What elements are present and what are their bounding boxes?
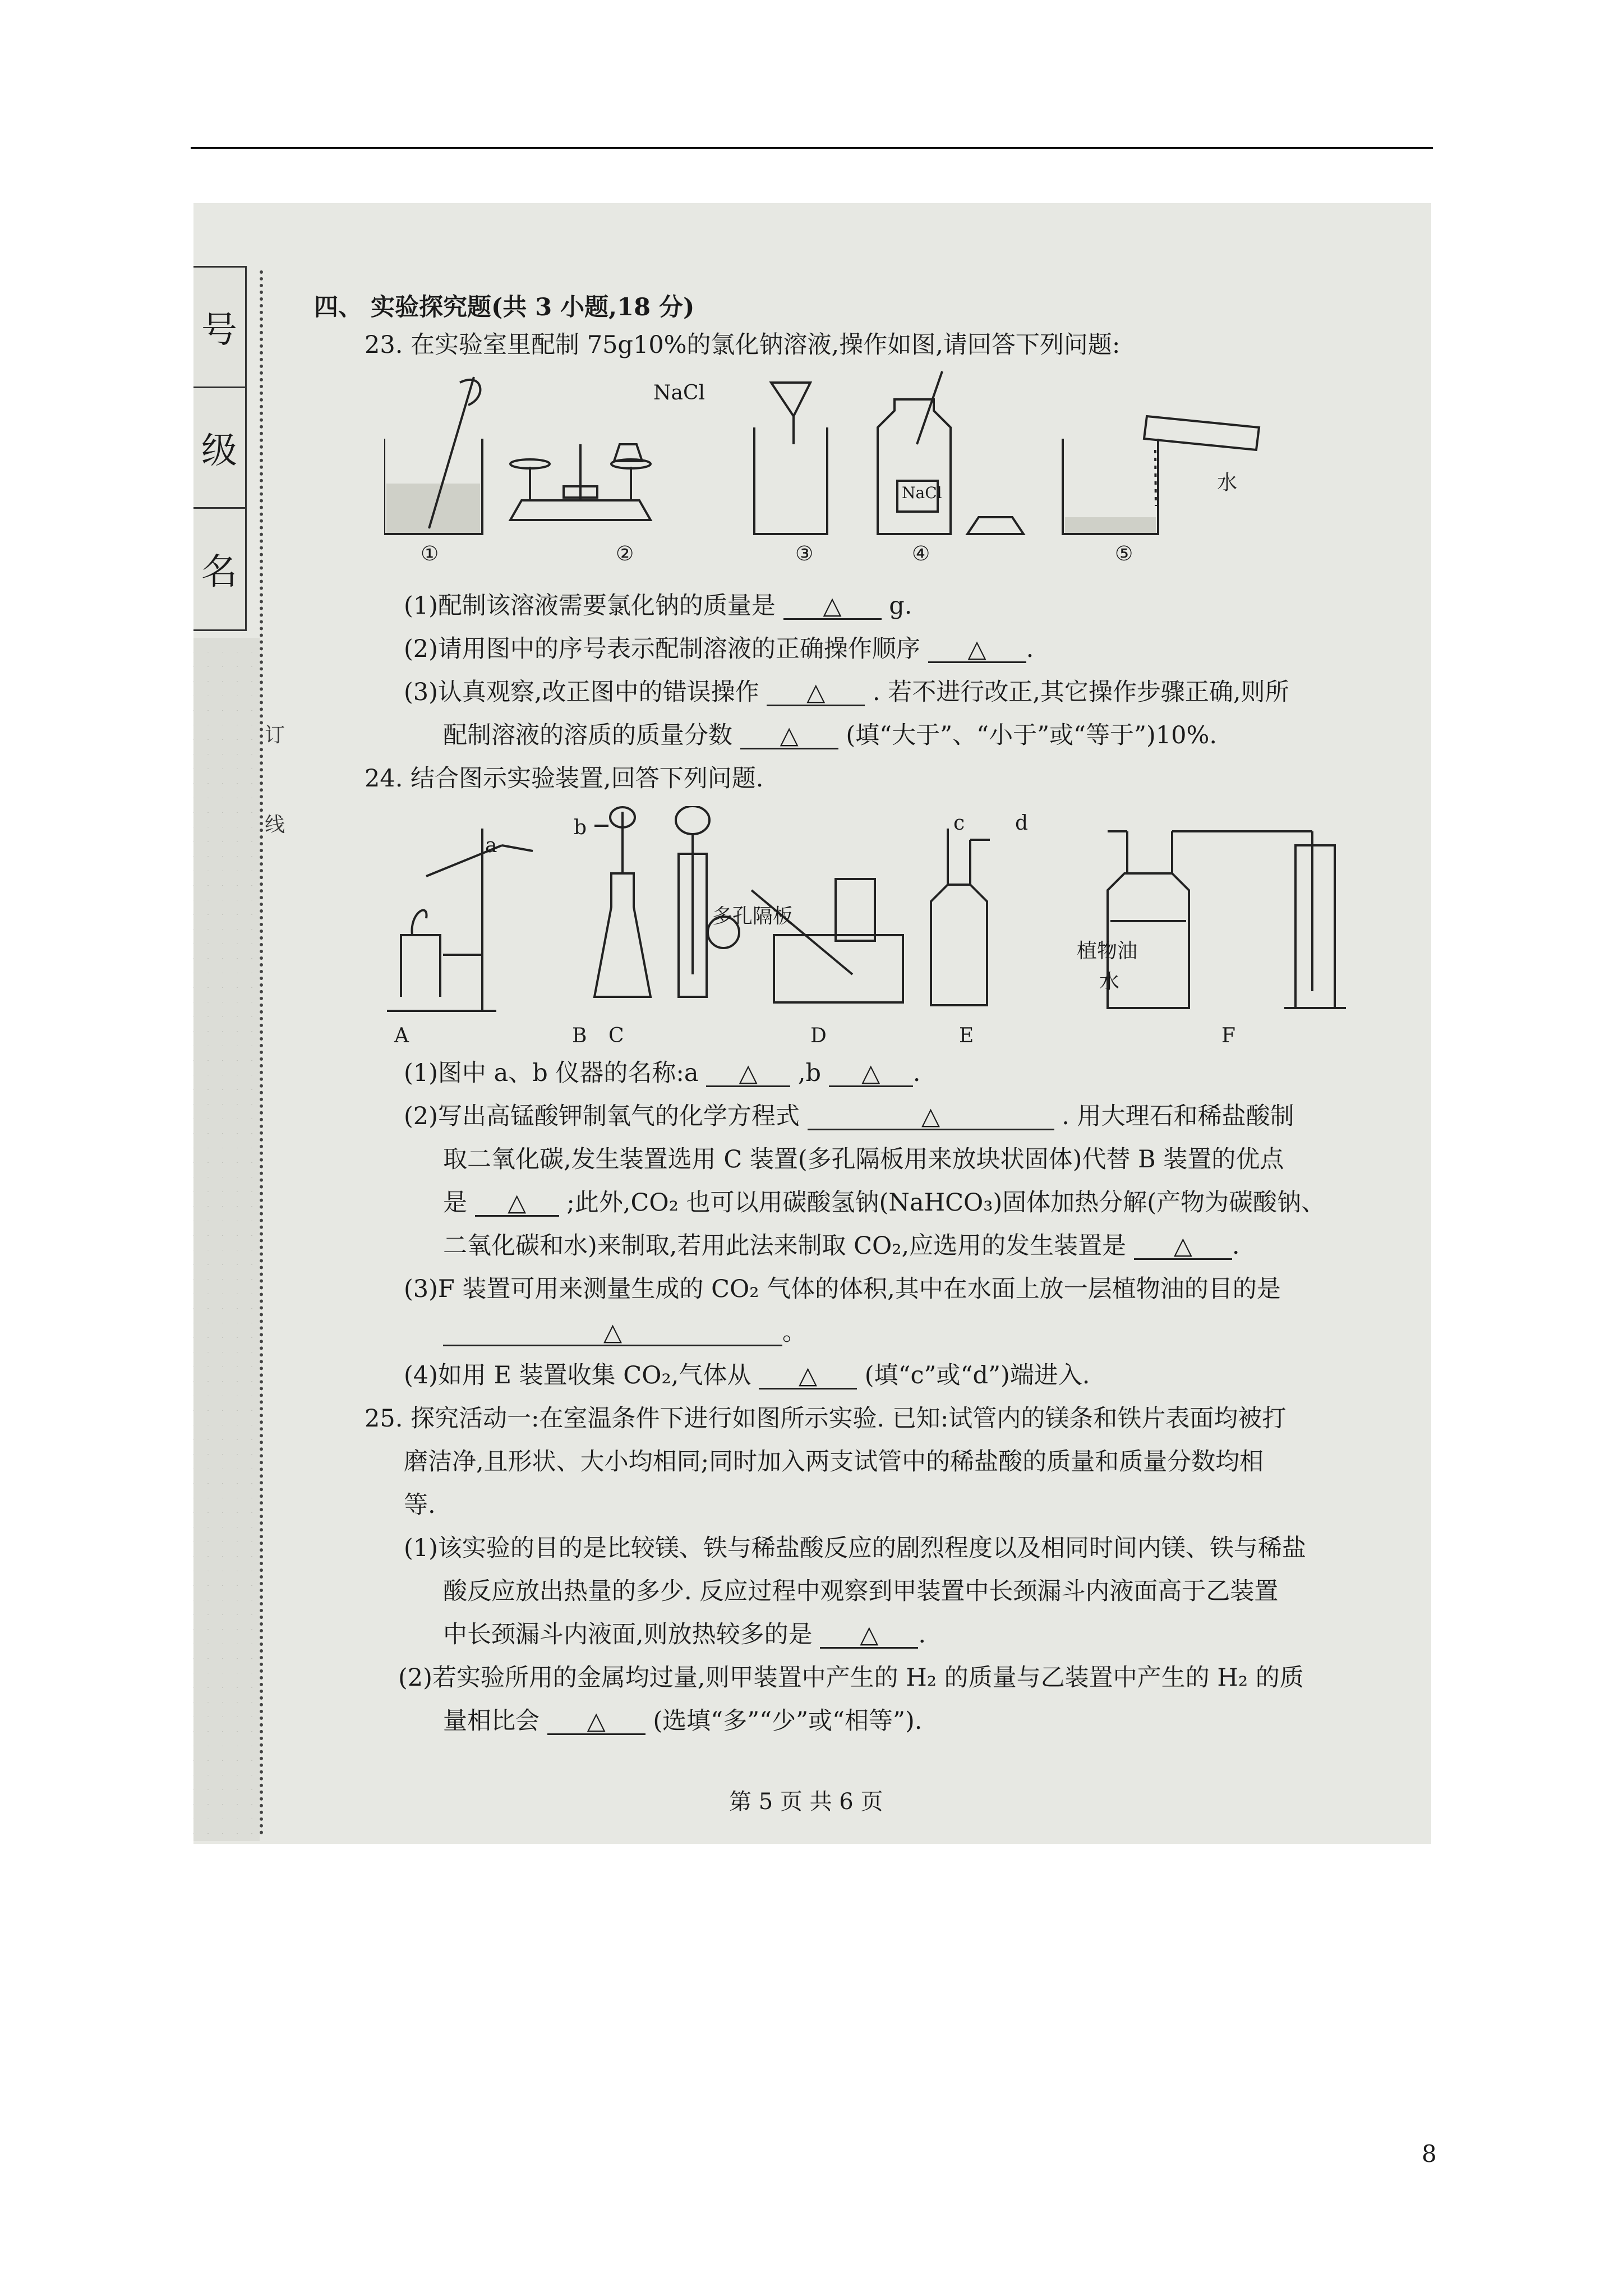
q24-p2-blank3[interactable]: △ (1134, 1234, 1232, 1260)
q24-p1-blank-a[interactable]: △ (706, 1061, 790, 1087)
fig24-label-C: C (608, 1024, 624, 1047)
q23-p3-text: (3)认真观察,改正图中的错误操作 (404, 678, 759, 706)
exam-photo (193, 203, 1431, 1844)
q23-part1 (404, 594, 912, 620)
label-b: b (574, 816, 587, 839)
fig24-label-F: F (1221, 1024, 1235, 1047)
label-c: c (953, 812, 965, 835)
fig24-label-A: A (394, 1024, 409, 1047)
q25-part2-l2 (443, 1709, 922, 1735)
porous-plate-label: 多孔隔板 (712, 905, 794, 928)
q24-p2-text3: 是 (443, 1189, 467, 1217)
q24-part2 (404, 1102, 1294, 1130)
q24-p2-text: (2)写出高锰酸钾制氧气的化学方程式 (404, 1102, 800, 1130)
q23-part3 (404, 680, 1289, 706)
q24-p2-text2: . 用大理石和稀盐酸制 (1062, 1102, 1294, 1130)
q25-part1-l2: 酸反应放出热量的多少. 反应过程中观察到甲装置中长颈漏斗内液面高于乙装置 (443, 1577, 1279, 1605)
q23-p3-text2: . 若不进行改正,其它操作步骤正确,则所 (872, 678, 1289, 706)
q24-p4-blank[interactable]: △ (759, 1364, 857, 1389)
fig23-label-1: ① (421, 542, 439, 565)
q24-part3-l2: △ 。 (443, 1320, 806, 1346)
fig24-label-D: D (810, 1024, 827, 1047)
q25-line1: 25. 探究活动一:在室温条件下进行如图所示实验. 已知:试管内的镁条和铁片表面均被打 (365, 1405, 1287, 1433)
q23-part2: (2)请用图中的序号表示配制溶液的正确操作顺序 △ . (404, 635, 1034, 663)
q25-part1: (1)该实验的目的是比较镁、铁与稀盐酸反应的剧烈程度以及相同时间内镁、铁与稀盐 (404, 1534, 1306, 1562)
nacl-bottle-label: NaCl (902, 484, 942, 502)
label-d: d (1015, 812, 1029, 835)
q24-part2-l4: 二氧化碳和水)来制取,若用此法来制取 CO₂,应选用的发生装置是 △ . (443, 1232, 1240, 1260)
top-rule (191, 147, 1433, 149)
fig23-label-4: ④ (912, 542, 930, 565)
q25-line3: 等. (404, 1491, 436, 1519)
q24-figure (387, 806, 1431, 1025)
section-heading: 四、 实验探究题(共 3 小题,18 分) (314, 293, 695, 321)
fig23-label-2: ② (616, 542, 634, 565)
q24-p1-text: (1)图中 a、b 仪器的名称:a (404, 1059, 699, 1087)
q23-part3-cont (443, 721, 1218, 749)
binding-dotted-line (260, 270, 263, 1835)
q24-part3: (3)F 装置可用来测量生成的 CO₂ 气体的体积,其中在水面上放一层植物油的目的是 (404, 1275, 1281, 1303)
q24-part2-l3 (443, 1191, 1325, 1217)
q24-p2-blank2[interactable]: △ (475, 1191, 559, 1217)
q23-p1-blank[interactable]: △ (783, 594, 882, 620)
q24-part2-l2: 取二氧化碳,发生装置选用 C 装置(多孔隔板用来放块状固体)代替 B 装置的优点 (443, 1145, 1284, 1174)
fig23-label-5: ⑤ (1115, 542, 1133, 565)
q23-intro: 23. 在实验室里配制 75g10%的氯化钠溶液,操作如图,请回答下列问题: (365, 331, 1121, 359)
page-number: 8 (1422, 2140, 1437, 2168)
q23-p3-text4: (填“大于”、“小于”或“等于”)10%. (846, 721, 1218, 749)
q25-p2-text2: (选填“多”“少”或“相等”). (653, 1707, 923, 1735)
binding-label-xian: 线 (264, 813, 285, 836)
q25-p2-blank[interactable]: △ (547, 1709, 645, 1735)
q23-p3-blank2[interactable]: △ (740, 724, 838, 749)
f-water-label: 水 (1099, 970, 1120, 993)
q25-p2-text: 量相比会 (443, 1707, 540, 1735)
q25-p1-blank[interactable]: △ (820, 1623, 918, 1649)
q23-p2-text: (2)请用图中的序号表示配制溶液的正确操作顺序 (404, 635, 920, 663)
label-a: a (485, 834, 497, 857)
binding-label-ding: 订 (264, 724, 285, 747)
q24-p2-text4: ;此外,CO₂ 也可以用碳酸氢钠(NaHCO₃)固体加热分解(产物为碳酸钠、 (566, 1189, 1326, 1217)
q23-figure (384, 366, 1431, 568)
student-info-table (193, 266, 247, 631)
q24-p4-text: (4)如用 E 装置收集 CO₂,气体从 (404, 1361, 751, 1389)
fig23-label-3: ③ (795, 542, 814, 565)
exam-page-footer: 第 5 页 共 6 页 (729, 1789, 883, 1815)
q24-part4 (404, 1361, 1090, 1389)
q25-part1-l3: 中长颈漏斗内液面,则放热较多的是 △ . (443, 1621, 926, 1649)
class-cell: 级 (193, 388, 245, 509)
fig24-label-E: E (959, 1024, 974, 1047)
q24-intro: 24. 结合图示实验装置,回答下列问题. (365, 765, 764, 793)
q24-p2-blank1[interactable]: △ (808, 1105, 1054, 1130)
q23-p3-text3: 配制溶液的溶质的质量分数 (443, 721, 732, 749)
q24-p2-text5: 二氧化碳和水)来制取,若用此法来制取 CO₂,应选用的发生装置是 (443, 1232, 1127, 1260)
oil-label: 植物油 (1077, 940, 1138, 963)
q24-p4-text2: (填“c”或“d”)端进入. (864, 1361, 1090, 1389)
margin-pattern (193, 638, 260, 1841)
q24-part1: (1)图中 a、b 仪器的名称:a △ ,b △ . (404, 1059, 921, 1087)
q23-p1-text: (1)配制该溶液需要氯化钠的质量是 (404, 592, 776, 620)
q24-p1-blank-b[interactable]: △ (829, 1061, 913, 1087)
id-cell: 号 (193, 268, 245, 388)
q25-part2: (2)若实验所用的金属均过量,则甲装置中产生的 H₂ 的质量与乙装置中产生的 H₂ 的质 (398, 1664, 1304, 1692)
q23-p3-blank1[interactable]: △ (767, 680, 865, 706)
name-cell: 名 (201, 551, 237, 593)
fig24-label-B: B (572, 1024, 587, 1047)
q25-p1-text: 中长颈漏斗内液面,则放热较多的是 (443, 1621, 813, 1649)
q23-p1-unit: g. (889, 592, 912, 620)
q24-p1-text-b: ,b (797, 1059, 822, 1087)
q23-p2-blank[interactable]: △ (928, 637, 1026, 663)
q25-line2: 磨洁净,且形状、大小均相同;同时加入两支试管中的稀盐酸的质量和质量分数均相 (404, 1448, 1264, 1476)
nacl-label: NaCl (653, 381, 706, 404)
water-label: 水 (1217, 471, 1238, 494)
q24-p3-blank[interactable]: △ (443, 1320, 782, 1346)
